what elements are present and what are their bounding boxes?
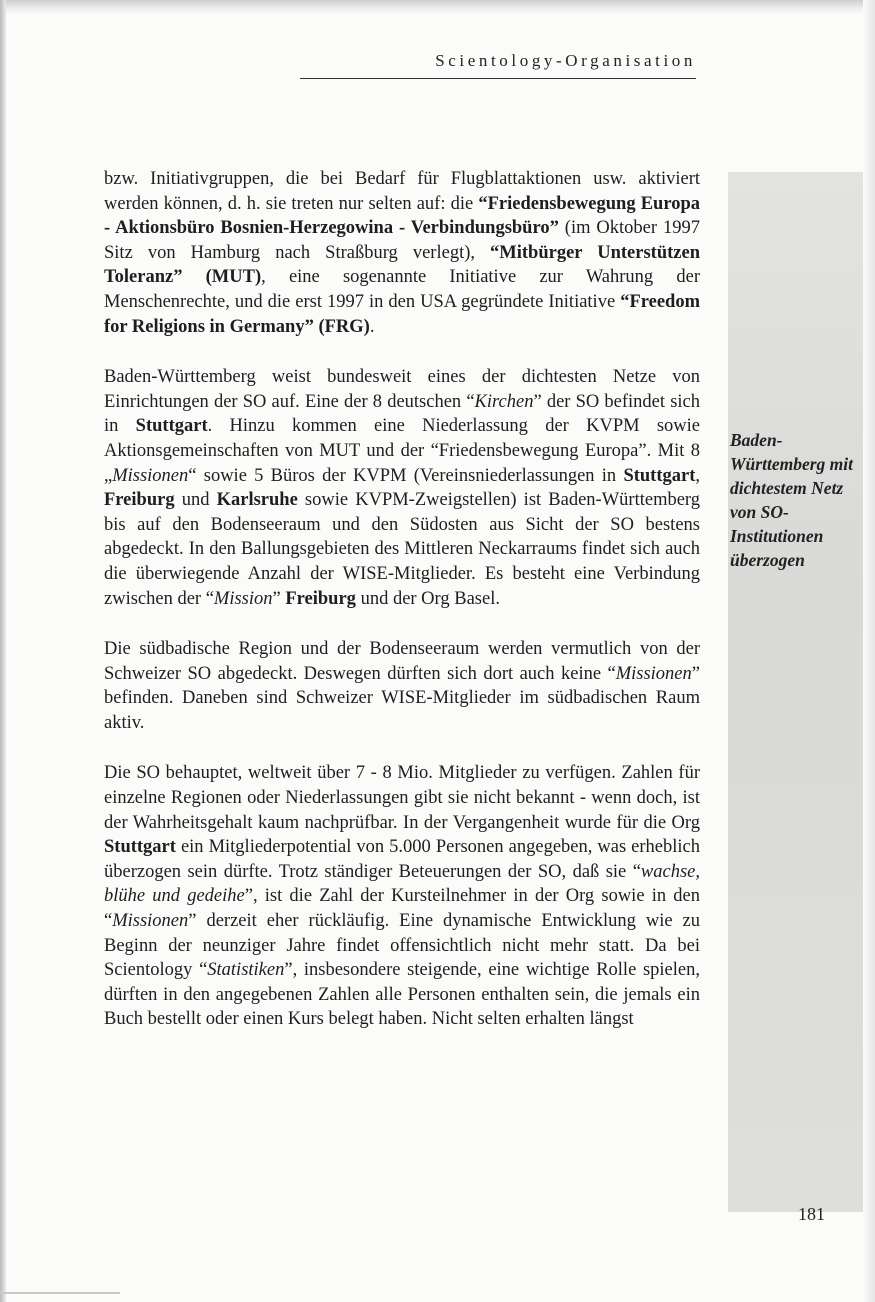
text-run: . <box>369 316 375 337</box>
bold-run: Karlsruhe <box>216 490 298 511</box>
text-run: und <box>174 490 217 511</box>
text-run: Die SO behauptet, weltweit über 7 - 8 Mio. Mitglieder zu verfügen. Zahlen für einzelne Regionen oder Niederlassungen gibt sie nicht bekannt - wenn doch, ist der Wahrheitsgehalt kaum nachprüfbar. In der Vergangenheit wurde für die Org <box>104 763 700 833</box>
text-run: , <box>695 465 700 486</box>
text-run: ”, insbesondere steigende, eine wichtige Rolle spielen, dürften in den angegebenen Zahlen alle Personen enthalten sein, die jemals ein Buch bestellt oder einen Kurs belegt haben. Nicht selten erhalten längst <box>104 960 700 1030</box>
bold-run: Freiburg <box>285 588 356 609</box>
italic-run: Missionen <box>615 663 692 684</box>
bold-run: “Freedom for Religions in Germany” (FRG) <box>104 291 700 337</box>
margin-note: Baden-Württemberg mit dichtestem Netz von SO-Institutionen überzogen <box>730 430 853 570</box>
bold-run: Freiburg <box>104 490 175 511</box>
bold-run: Stuttgart <box>104 837 176 858</box>
paragraph <box>104 637 700 735</box>
italic-run: Missionen <box>112 911 189 932</box>
text-run: ” derzeit eher rückläufig. Eine dynamische Entwicklung wie zu Beginn der neunziger Jahre findet offensichtlich nicht mehr statt. Da bei Scientology “ <box>104 911 700 981</box>
paragraph <box>104 167 700 339</box>
scan-top-edge <box>0 0 875 14</box>
running-header: Scientology-Organisation <box>300 48 696 79</box>
text-run: “ sowie 5 Büros der KVPM (Vereinsniederlassungen in <box>188 465 624 486</box>
text-run: ”, ist die Zahl der Kursteilnehmer in der Org sowie in den “ <box>104 886 700 932</box>
bold-run: Stuttgart <box>135 416 208 437</box>
body-text <box>104 167 700 1058</box>
scan-right-edge <box>863 0 875 1302</box>
bold-run: “Mitbürger Unterstützen Toleranz” (MUT) <box>104 242 700 288</box>
italic-run: wachse, blühe und gedeihe <box>104 861 700 907</box>
scan-bottom-mark <box>0 1292 120 1294</box>
bold-run: Stuttgart <box>623 465 696 486</box>
paragraph <box>104 761 700 1032</box>
text-run: , eine sogenannte Initiative zur Wahrung der Menschenrechte, und die erst 1997 in den USA gegründete Initiative <box>104 267 700 312</box>
text-run: sowie KVPM-Zweigstellen) ist Baden-Württemberg bis auf den Bodenseeraum und den Südosten aus Sicht der SO bestens abgedeckt. In den Ballungsgebieten des Mittleren Neckarraums findet sich auch die überwiegende Anzahl der WISE-Mitglieder. Es besteht eine Verbindung zwischen der “ <box>104 490 701 609</box>
text-run: (im Oktober 1997 Sitz von Hamburg nach Straßburg verlegt), <box>104 218 700 263</box>
text-run: ” der SO befindet sich in <box>104 391 700 437</box>
text-run: und der Org Basel. <box>355 588 500 609</box>
page-number: 181 <box>798 1204 825 1224</box>
italic-run: Kirchen <box>474 391 534 412</box>
text-run: ” <box>272 588 286 609</box>
text-run: ” befinden. Daneben sind Schweizer WISE-Mitglieder im südbadischen Raum aktiv. <box>104 663 700 733</box>
scan-left-edge <box>0 0 6 1302</box>
italic-run: Missionen <box>112 465 189 486</box>
text-run: bzw. Initiativgruppen, die bei Bedarf für Flugblattaktionen usw. aktiviert werden können, d. h. sie treten nur selten auf: die <box>104 169 700 214</box>
margin-column-shade <box>728 172 863 1212</box>
text-run: Die südbadische Region und der Bodenseeraum werden vermutlich von der Schweizer SO abgedeckt. Deswegen dürften sich dort auch keine “ <box>104 639 700 684</box>
italic-run: Statistiken <box>207 960 285 981</box>
text-run: . Hinzu kommen eine Niederlassung der KVPM sowie Aktionsgemeinschaften von MUT und der “Friedensbewegung Europa”. Mit 8 „ <box>104 416 701 486</box>
paragraph <box>104 365 700 611</box>
bold-run: “Friedensbewegung Europa - Aktionsbüro Bosnien-Herzegowina - Verbindungsbüro” <box>104 193 700 239</box>
text-run: Baden-Württemberg weist bundesweit eines der dichtesten Netze von Einrichtungen der SO auf. Eine der 8 deutschen “ <box>104 367 700 412</box>
italic-run: Mission <box>213 588 273 609</box>
text-run: ein Mitgliederpotential von 5.000 Personen angegeben, was erheblich überzogen sein dürfte. Trotz ständiger Beteuerungen der SO, daß sie “ <box>104 837 700 882</box>
